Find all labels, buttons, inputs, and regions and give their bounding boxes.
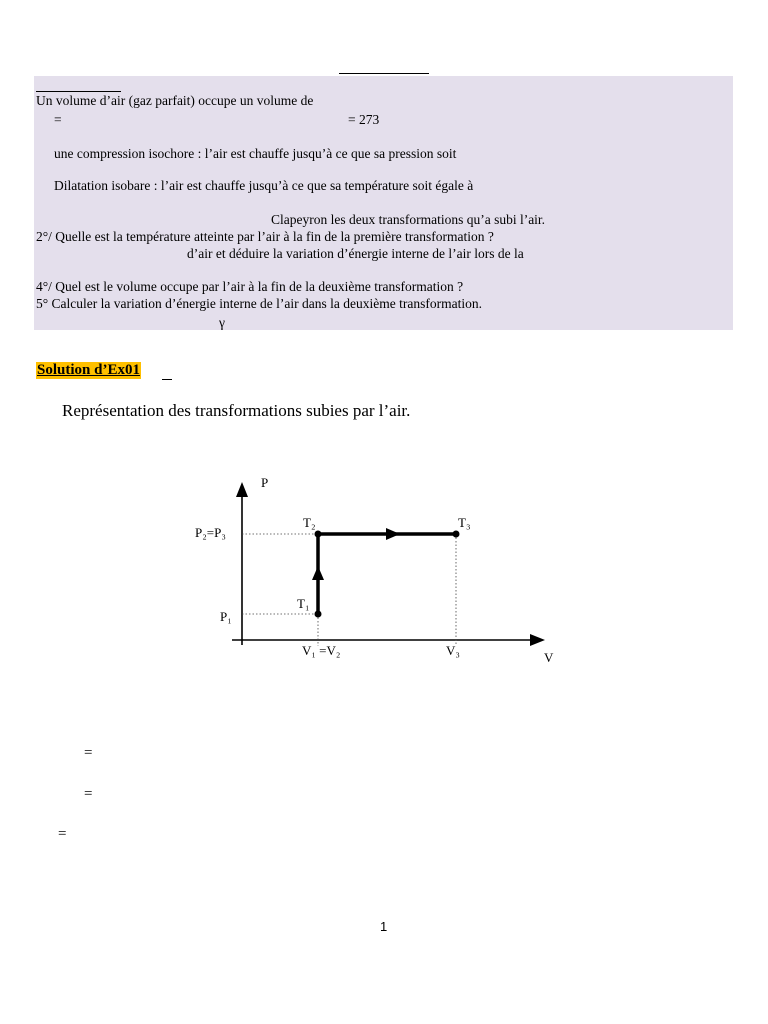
- isobar-arrow: [386, 528, 400, 540]
- exercise-line-5: Clapeyron les deux transformations qu’a subi l’air.: [271, 212, 546, 227]
- exercise-line-7: d’air et déduire la variation d’énergie interne de l’air lors de la: [187, 246, 524, 261]
- equation-3: =: [58, 826, 67, 842]
- t3-label: T₃: [458, 515, 471, 530]
- state-3-point: [453, 531, 460, 538]
- exercise-question-4: 4°/ Quel est le volume occupe par l’air à la fin de la deuxième transformation ?: [36, 279, 464, 294]
- state-1-point: [315, 611, 322, 618]
- p-axis-label: P: [261, 475, 269, 490]
- state-2-point: [315, 531, 322, 538]
- equation-1: =: [84, 745, 93, 761]
- gamma-symbol: γ: [219, 315, 225, 330]
- exercise-line-1: Un volume d’air (gaz parfait) occupe un volume de: [36, 93, 314, 108]
- exercise-line-2-value: = 273: [348, 112, 380, 127]
- v3-label: V₃: [446, 643, 460, 658]
- solution-heading: Solution d’Ex01: [37, 362, 140, 378]
- exercise-question-2: 2°/ Quelle est la température atteinte par l’air à la fin de la première transformation ?: [36, 229, 494, 244]
- solution-intro: Représentation des transformations subies par l’air.: [62, 401, 411, 420]
- p-axis-arrow: [236, 482, 248, 497]
- exercise-question-5: 5° Calculer la variation d’énergie interne de l’air dans la deuxième transformation.: [36, 296, 482, 311]
- pv-diagram: [190, 470, 570, 675]
- t2-label: T₂: [303, 515, 316, 530]
- isochore-arrow: [312, 566, 324, 580]
- p1-label: P₁: [220, 609, 232, 624]
- v-axis-arrow: [530, 634, 545, 646]
- exercise-label-underline: [36, 91, 121, 92]
- t1-label: T₁: [297, 596, 310, 611]
- exercise-line-3: une compression isochore : l’air est chauffe jusqu’à ce que sa pression soit: [54, 146, 457, 161]
- v1-v2-label: V₁ =V₂: [302, 643, 341, 658]
- v-axis-label: V: [544, 650, 554, 665]
- page-number: 1: [380, 919, 388, 934]
- equation-2: =: [84, 786, 93, 802]
- p2-p3-label: P₂=P₃: [195, 525, 226, 540]
- solution-heading-underline: [162, 379, 172, 380]
- title-underline: [339, 73, 429, 74]
- exercise-line-2-eq: =: [54, 112, 62, 127]
- exercise-line-4: Dilatation isobare : l’air est chauffe jusqu’à ce que sa température soit égale à: [54, 178, 474, 193]
